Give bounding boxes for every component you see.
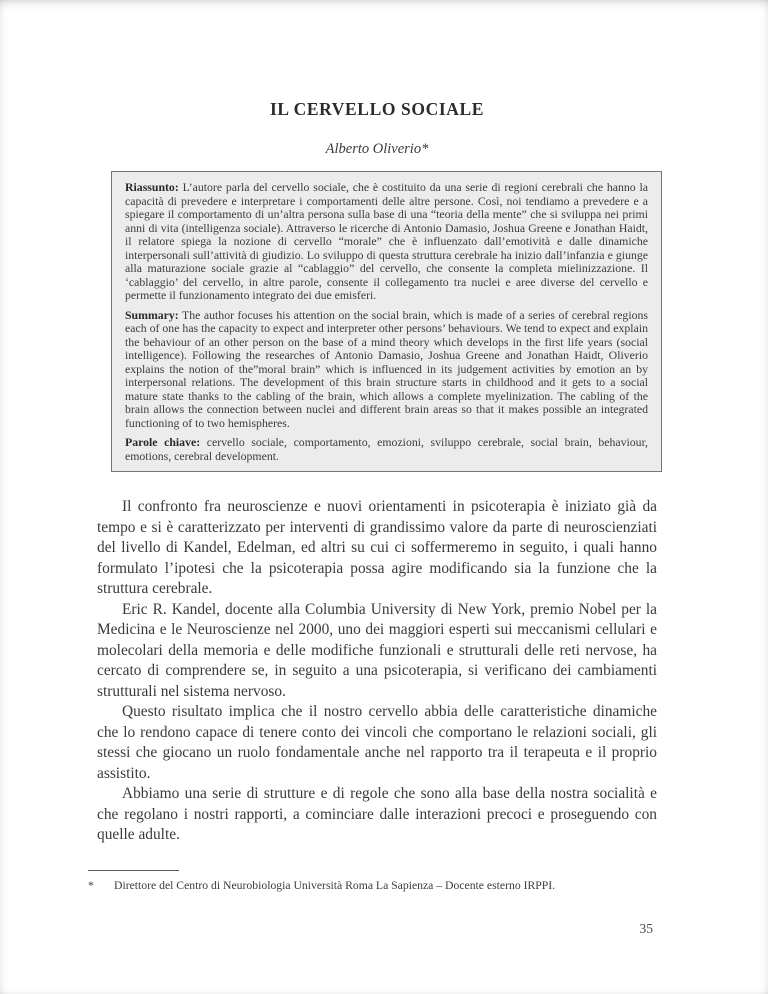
summary-label: Summary: bbox=[125, 307, 179, 322]
riassunto-label: Riassunto: bbox=[125, 180, 179, 194]
keywords-text: cervello sociale, comportamento, emozioni, sviluppo cerebrale, social brain, behaviour, emotions, cerebral development. bbox=[125, 435, 648, 463]
text-column bbox=[88, 0, 657, 893]
article-title: IL CERVELLO SOCIALE bbox=[269, 99, 485, 119]
footnote bbox=[88, 879, 657, 893]
riassunto-text: L’autore parla del cervello sociale, che è costituito da una serie di regioni cerebrali che hanno la capacità di prevedere e interpretare i comportamenti delle altre persone. Così, noi tendiamo a prevedere e a spiegare il comportamento di un’altra persona sulla base di una “teoria della mente” che si sviluppa nei primi anni di vita (intelligenza sociale). Attraverso le ricerche di Antonio Damasio, Joshua Greene e Jonathan Haidt, il relatore spiega la nozione di cervello “morale” che è influenzato dall’emotività e dalle dinamiche interpersonali sull’attività di giudizio. Lo sviluppo di questa struttura cerebrale ha inizio dall’infanzia e giunge alla maturazione sociale grazie al “cablaggio” del cervello, che consente la completa mielinizzazione. Il ‘cablaggio’ del cervello, in altre parole, consente il collegamento tra nuclei e aree diverse del cervello e permette il funzionamento integrato dei due emisferi. bbox=[125, 180, 648, 302]
footnote-text: Direttore del Centro di Neurobiologia Università Roma La Sapienza – Docente esterno IRPPI. bbox=[114, 878, 556, 892]
author-byline: Alberto Oliverio* bbox=[325, 141, 429, 157]
body-paragraph-2: Eric R. Kandel, docente alla Columbia University di New York, premio Nobel per la Medicina e le Neuroscienze nel 2000, uno dei maggiori esperti sui meccanismi cellulari e molecolari della memoria e delle modifiche funzionali e strutturali delle reti nervose, ha cercato di comprendere se, in seguito a una psicoterapia, si verificano dei cambiamenti strutturali nel sistema nervoso. bbox=[97, 600, 657, 700]
body-paragraph-4: Abbiamo una serie di strutture e di regole che sono alla base della nostra socialità e che regolano i nostri rapporti, a cominciare dalle interazioni precoci e proseguendo con quelle adulte. bbox=[97, 785, 657, 843]
keywords-paragraph bbox=[125, 436, 648, 463]
riassunto-paragraph bbox=[125, 181, 648, 303]
abstract-box bbox=[111, 171, 662, 472]
body-paragraph-1: Il confronto fra neuroscienze e nuovi orientamenti in psicoterapia è iniziato già da tempo e si è caratterizzato per interventi di grandissimo valore da parte di neuroscienziati del livello di Kandel, Edelman, ed altri su cui ci soffermeremo in seguito, i quali hanno formulato l’ipotesi che la psicoterapia possa agire modificando sia la funzione che la struttura cerebrale. bbox=[97, 498, 657, 597]
footnote-separator bbox=[88, 870, 179, 871]
article-body bbox=[97, 497, 657, 846]
keywords-label: Parole chiave: bbox=[125, 435, 201, 449]
body-paragraph-3: Questo risultato implica che il nostro cervello abbia delle caratteristiche dinamiche che lo rendono capace di tenere conto dei vincoli che comportano le relazioni sociali, gli stessi che giocano un ruolo fondamentale anche nel rapporto tra il terapeuta e il proprio assistito. bbox=[97, 703, 657, 782]
footnote-marker: * bbox=[88, 878, 94, 892]
page-number: 35 bbox=[639, 921, 653, 936]
summary-text: The author focuses his attention on the social brain, which is made of a series of cerebral regions each of one has the capacity to expect and interpreter other persons’ behaviours. We tend to expect and explain the behaviour of an other person on the base of a mind theory which develops in the first life years (social intelligence). Following the researches of Antonio Damasio, Joshua Greene and Jonathan Haidt, Oliverio explains the notion of the”moral brain” which is influenced in its judgement activities by emotion an by interpersonal relations. The development of this brain structure starts in childhood and it gets to a social mature state thanks to the cabling of the brain, which allows a complete myelinization. The cabling of the brain allows the connection between nuclei and different brain areas so that it makes possible an integrated functioning of to two hemispheres. bbox=[125, 307, 648, 430]
summary-paragraph bbox=[125, 309, 648, 431]
